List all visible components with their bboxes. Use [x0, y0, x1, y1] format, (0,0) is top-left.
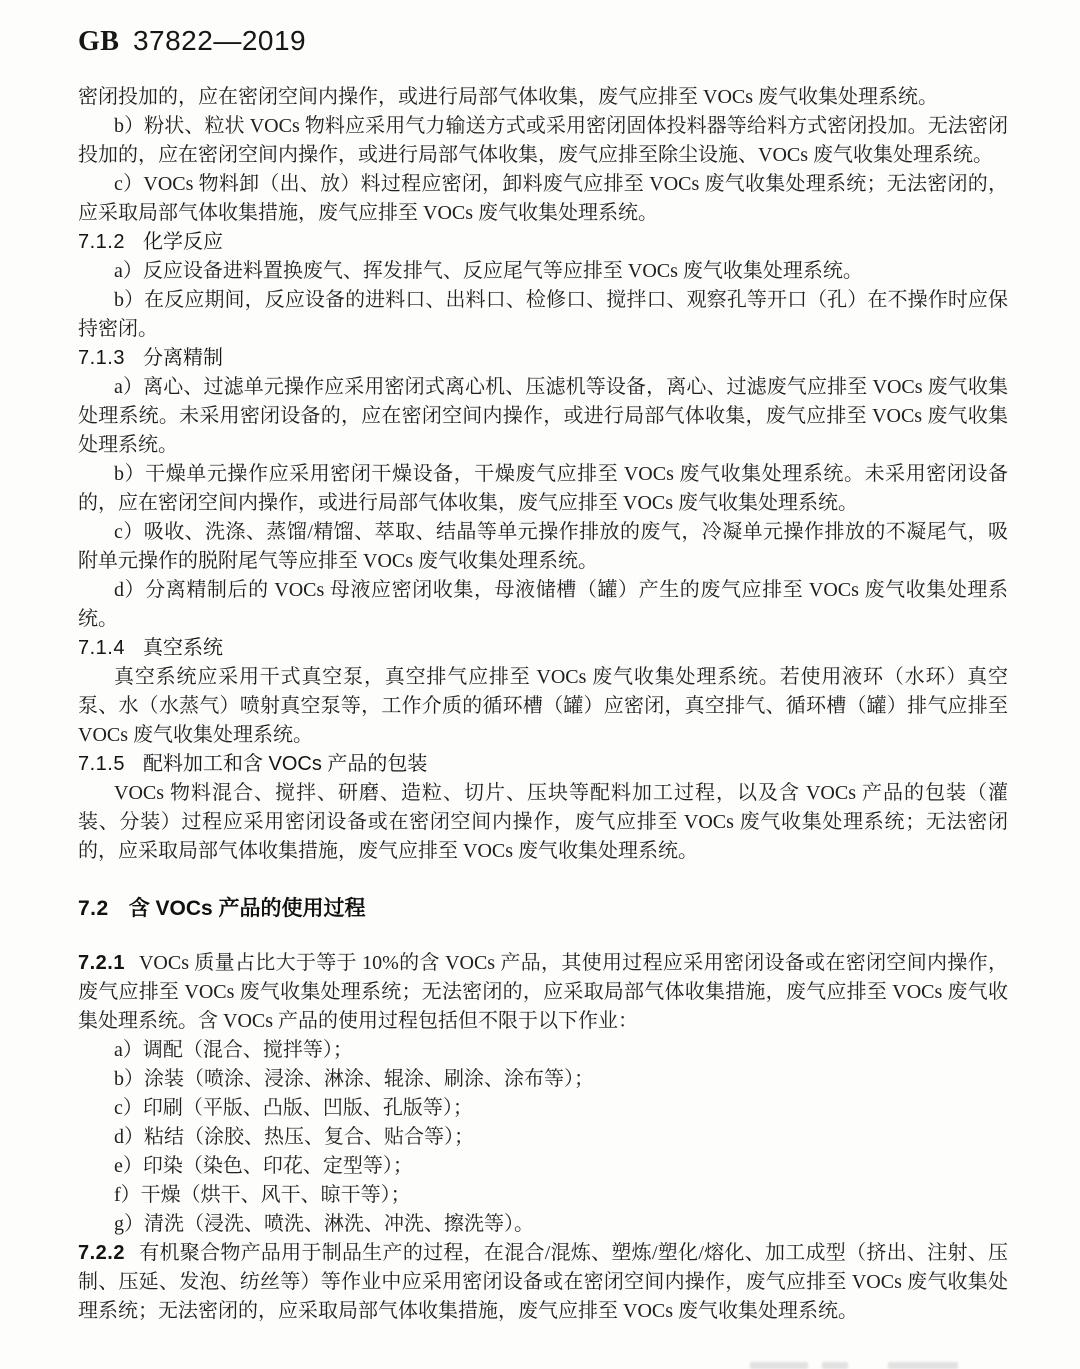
body-paragraph: a）离心、过滤单元操作应采用密闭式离心机、压滤机等设备，离心、过滤废气应排至 VOCs 废气收集处理系统。未采用密闭设备的，应在密闭空间内操作，或进行局部气体收集，废气应排至 VOCs 废气收集处理系统。: [78, 376, 1008, 456]
body-paragraph: b）干燥单元操作应采用密闭干燥设备，干燥废气应排至 VOCs 废气收集处理系统。未采用密闭设备的，应在密闭空间内操作，或进行局部气体收集，废气应排至 VOCs 废气收集处理系统。: [78, 463, 1008, 514]
clause-number: 7.1.4: [78, 637, 125, 659]
body-paragraph: f）干燥（烘干、风干、晾干等）；: [114, 1184, 411, 1206]
clause-heading: [78, 228, 1008, 257]
numbered-paragraph: [78, 1239, 1008, 1326]
body-paragraph: c）VOCs 物料卸（出、放）料过程应密闭，卸料废气应排至 VOCs 废气收集处理系统；无法密闭的，应采取局部气体收集措施，废气应排至 VOCs 废气收集处理系统。: [78, 173, 1008, 224]
standard-number: [78, 24, 1008, 59]
document-body: [78, 83, 1008, 1326]
body-paragraph: a）反应设备进料置换废气、挥发排气、反应尾气等应排至 VOCs 废气收集处理系统。: [114, 260, 863, 282]
body-paragraph: b）在反应期间，反应设备的进料口、出料口、检修口、搅拌口、观察孔等开口（孔）在不操作时应保持密闭。: [78, 289, 1008, 340]
numbered-paragraph: [78, 949, 1008, 1036]
clause-number: 7.2.2: [78, 1242, 125, 1264]
standard-prefix: GB: [78, 26, 120, 57]
paragraph-text: 有机聚合物产品用于制品生产的过程，在混合/混炼、塑炼/塑化/熔化、加工成型（挤出、注射、压制、压延、发泡、纺丝等）等作业中应采用密闭设备或在密闭空间内操作，废气应排至 VOCs 废气收集处理系统；无法密闭的，应采取局部气体收集措施，废气应排至 VOCs 废气收集处理系统。: [78, 1242, 1008, 1322]
standard-code: 37822—2019: [132, 25, 307, 56]
clause-number: 7.2: [78, 897, 109, 920]
clause-title: 分离精制: [142, 347, 223, 369]
clause-title: 含 VOCs 产品的使用过程: [128, 897, 366, 920]
clause-number: 7.1.3: [78, 347, 125, 369]
clause-number: 7.2.1: [78, 952, 125, 974]
body-paragraph: 密闭投加的，应在密闭空间内操作，或进行局部气体收集，废气应排至 VOCs 废气收集处理系统。: [78, 86, 939, 108]
body-paragraph: e）印染（染色、印花、定型等）；: [114, 1155, 413, 1177]
body-paragraph: a）调配（混合、搅拌等）；: [114, 1039, 353, 1061]
clause-title: 配料加工和含 VOCs 产品的包装: [142, 753, 428, 775]
body-paragraph: b）涂装（喷涂、浸涂、淋涂、辊涂、刷涂、涂布等）；: [114, 1068, 594, 1090]
clause-title: 真空系统: [142, 637, 223, 659]
body-paragraph: VOCs 物料混合、搅拌、研磨、造粒、切片、压块等配料加工过程，以及含 VOCs 产品的包装（灌装、分装）过程应采用密闭设备或在密闭空间内操作，废气应排至 VOCs 废气收集处理系统；无法密闭的，应采取局部气体收集措施，废气应排至 VOCs 废气收集处理系统。: [78, 782, 1008, 862]
body-paragraph: c）印刷（平版、凸版、凹版、孔版等）；: [114, 1097, 473, 1119]
clause-heading: [78, 344, 1008, 373]
clause-number: 7.1.2: [78, 231, 125, 253]
clause-heading: [78, 894, 1008, 923]
clause-number: 7.1.5: [78, 753, 125, 775]
scan-cutoff-artifact: [750, 1362, 1050, 1369]
clause-title: 化学反应: [142, 231, 223, 253]
body-paragraph: d）分离精制后的 VOCs 母液应密闭收集，母液储槽（罐）产生的废气应排至 VOCs 废气收集处理系统。: [78, 579, 1008, 630]
body-paragraph: 真空系统应采用干式真空泵，真空排气应排至 VOCs 废气收集处理系统。若使用液环（水环）真空泵、水（水蒸气）喷射真空泵等，工作介质的循环槽（罐）应密闭，真空排气、循环槽（罐）排气应排至 VOCs 废气收集处理系统。: [78, 666, 1008, 746]
body-paragraph: b）粉状、粒状 VOCs 物料应采用气力输送方式或采用密闭固体投料器等给料方式密闭投加。无法密闭投加的，应在密闭空间内操作，或进行局部气体收集，废气应排至除尘设施、VOCs 废气收集处理系统。: [78, 115, 1008, 166]
body-paragraph: c）吸收、洗涤、蒸馏/精馏、萃取、结晶等单元操作排放的废气，冷凝单元操作排放的不凝尾气，吸附单元操作的脱附尾气等应排至 VOCs 废气收集处理系统。: [78, 521, 1008, 572]
clause-heading: [78, 634, 1008, 663]
body-paragraph: d）粘结（涂胶、热压、复合、贴合等）；: [114, 1126, 474, 1148]
body-paragraph: g）清洗（浸洗、喷洗、淋洗、冲洗、擦洗等）。: [114, 1213, 534, 1235]
clause-heading: [78, 750, 1008, 779]
paragraph-text: VOCs 质量占比大于等于 10%的含 VOCs 产品，其使用过程应采用密闭设备或在密闭空间内操作，废气应排至 VOCs 废气收集处理系统；无法密闭的，应采取局部气体收集措施，废气应排至 VOCs 废气收集处理系统。含 VOCs 产品的使用过程包括但不限于以下作业：: [78, 952, 1008, 1032]
